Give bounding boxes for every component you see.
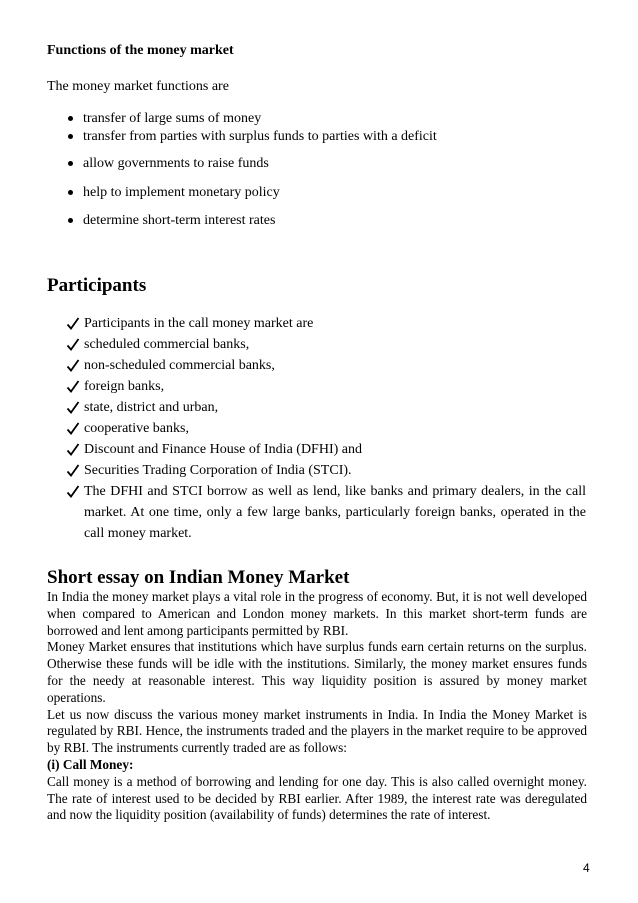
essay-heading: Short essay on Indian Money Market <box>47 567 350 588</box>
bullet-icon <box>68 134 73 139</box>
list-item: foreign banks, <box>66 376 586 397</box>
checkmark-icon <box>66 376 80 397</box>
checkmark-icon <box>66 334 80 355</box>
functions-intro: The money market functions are <box>47 79 229 94</box>
checkmark-icon <box>66 313 80 334</box>
bullet-icon <box>68 161 73 166</box>
checkmark-icon <box>66 481 80 502</box>
list-item: The DFHI and STCI borrow as well as lend, like banks and primary dealers, in the call market. At one time, only a few large banks, particularly foreign banks, operated in the call money market. <box>66 481 586 544</box>
bullet-icon <box>68 116 73 121</box>
essay-paragraph: In India the money market plays a vital role in the progress of economy. But, it is not well developed when compared to American and London money markets. In this market short-term funds are borrowed and lent among participants permitted by RBI. <box>47 589 587 638</box>
list-item: cooperative banks, <box>66 418 586 439</box>
essay-paragraph: Let us now discuss the various money market instruments in India. In India the Money Market is regulated by RBI. Hence, the instruments traded and the players in the market require to be approved by RBI. The instruments currently traded are as follows: <box>47 706 587 756</box>
participants-heading: Participants <box>47 275 147 296</box>
checkmark-icon <box>66 439 80 460</box>
list-item: scheduled commercial banks, <box>66 334 586 355</box>
checkmark-icon <box>66 418 80 439</box>
list-item: Discount and Finance House of India (DFHI) and <box>66 439 586 460</box>
checkmark-icon <box>66 460 80 481</box>
essay-paragraph: Money Market ensures that institutions which have surplus funds earn certain returns on the surplus. Otherwise these funds will be idle with the institutions. Similarly, the money market ensures funds for the needy at reasonable interest. This way liquidity position is assured by money market operations. <box>47 639 587 705</box>
functions-heading: Functions of the money market <box>47 43 234 58</box>
list-item: Securities Trading Corporation of India (STCI). <box>66 460 586 481</box>
list-item: Participants in the call money market are <box>66 313 586 334</box>
list-item: non-scheduled commercial banks, <box>66 355 586 376</box>
bullet-icon <box>68 218 73 223</box>
call-money-heading: (i) Call Money: <box>47 756 134 772</box>
essay-body <box>47 589 587 824</box>
document-page: Functions of the money market The money market functions are transfer of large sums of money transfer from parties with surplus funds to parties with a deficit allow governments to raise funds help to implement monetary policy determine short-term interest rates Participants Participants in the call money market are scheduled commercial banks, non-scheduled commercial banks, foreign banks, state, district and urban, cooperative banks, Discount and Finance House of India (DFHI) and Securities Trading Corporation of India (STCI). The DFHI and STCI borrow as well as lend, like banks and primary dealers, in the call market. At one time, only a few large banks, particularly foreign banks, operated in the call money market. Short essay on Indian Money Market In India the money market plays a vital role in the progress of economy. But, it is not well developed when compared to American and London money markets. In this market short-term funds are borrowed and lent among participants permitted by RBI. Money Market ensures that institutions which have surplus funds earn certain returns on the surplus. Otherwise these funds will be idle with the institutions. Similarly, the money market ensures funds for the needy at reasonable interest. This way liquidity position is assured by money market operations. Let us now discuss the various money market instruments in India. In India the Money Market is regulated by RBI. Hence, the instruments traded and the players in the market require to be approved by RBI. The instruments currently traded are as follows: (i) Call Money: Call money is a method of borrowing and lending for one day. This is also called overnight money. The rate of interest used to be decided by RBI earlier. After 1989, the interest rate was deregulated and now the liquidity position (availability of funds) determines the rate of interest. 4 <box>47 43 590 875</box>
essay-paragraph: Call money is a method of borrowing and lending for one day. This is also called overnight money. The rate of interest used to be decided by RBI earlier. After 1989, the interest rate was deregulated and now the liquidity position (availability of funds) determines the rate of interest. <box>47 773 587 823</box>
checkmark-icon <box>66 355 80 376</box>
page-number: 4 <box>583 861 590 875</box>
bullet-icon <box>68 190 73 195</box>
list-item: state, district and urban, <box>66 397 586 418</box>
checkmark-icon <box>66 397 80 418</box>
